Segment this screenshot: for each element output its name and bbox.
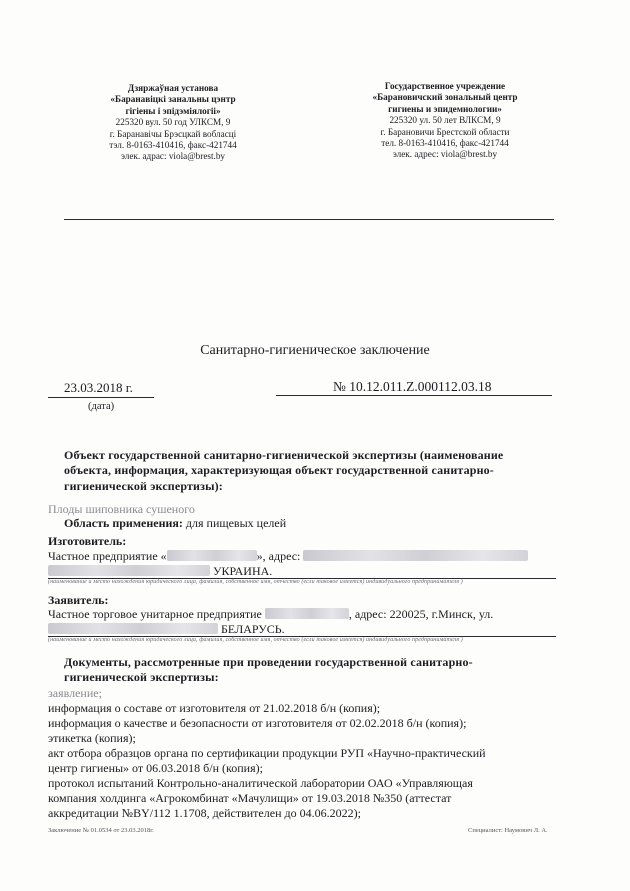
scope-label: Область применения: — [64, 516, 183, 530]
redacted-block — [167, 550, 257, 561]
document-number: № 10.12.011.Z.000112.03.18 — [333, 379, 492, 394]
manufacturer-caption: (наименование и место нахождения юридического лица, фамилия, собственное имя, отчество (если таковое имеется) индивидуального предпринимателя ) — [48, 579, 463, 585]
object-scope — [64, 516, 286, 531]
header-right-line: 225320 ул. 50 лет ВЛКСМ, 9 — [389, 115, 501, 126]
header-right-line: г. Барановичи Брестской области — [380, 126, 510, 137]
footer-right: Специалист: Наумович Л. А. — [468, 827, 548, 834]
applicant-label: Заявитель: — [48, 593, 109, 607]
header-right-line: Государственное учреждение — [384, 81, 506, 91]
header-right-line: «Барановичский зональный центр — [372, 92, 518, 103]
applicant-line-1 — [48, 607, 493, 622]
object-heading-line: Объект государственной санитарно-гигиенической экспертизы (наименование — [64, 448, 504, 462]
list-item: аккредитации №BY/112 1.1708, действителен до 04.06.2022); — [48, 806, 361, 820]
date-caption: (дата) — [88, 401, 115, 412]
document-title: Санитарно-гигиеническое заключение — [200, 343, 430, 358]
object-heading — [64, 448, 564, 494]
header-left — [78, 83, 268, 163]
documents-list — [48, 686, 563, 821]
header-right-line: тел. 8-0163-410416, факс-421744 — [381, 138, 509, 149]
object-heading-line: объекта, информация, характеризующая объект государственной санитарно- — [64, 463, 494, 478]
list-item: акт отбора образцов органа по сертификации продукции РУП «Научно-практический — [48, 746, 486, 760]
manufacturer-line-2 — [48, 564, 272, 579]
manufacturer-label: Изготовитель: — [48, 534, 127, 548]
header-left-line: тэл. 8-0163-410416, факс-421744 — [109, 140, 237, 151]
list-item: протокол испытаний Контрольно-аналитической лаборатории ОАО «Управляющая — [48, 776, 473, 790]
list-item: заявление; — [48, 686, 102, 700]
applicant-caption: (наименование и место нахождения юридического лица, фамилия, собственное имя, отчество (если таковое имеется) индивидуального предпринимателя ) — [48, 637, 463, 643]
footer-left: Заключение № 01.0534 от 23.03.2018г. — [48, 827, 154, 834]
header-left-line: 225320 вул. 50 год УЛКСМ, 9 — [115, 117, 231, 128]
list-item: центр гигиены» от 06.03.2018 б/н (копия); — [48, 761, 263, 775]
number-underline — [276, 395, 552, 396]
documents-heading-line: Документы, рассмотренные при проведении государственной санитарно- — [64, 655, 473, 669]
applicant-address: , адрес: 220025, г.Минск, ул. — [348, 607, 494, 621]
redacted-block — [48, 565, 210, 576]
header-left-line: гігіены і эпідэміялогіі» — [125, 105, 221, 116]
scope-value: для пищевых целей — [185, 516, 287, 530]
header-right — [355, 81, 535, 161]
header-right-line: элек. адрес: viola@brest.by — [392, 149, 498, 160]
list-item: компания холдинга «Агрокомбинат «Мачулищи» от 19.03.2018 №350 (аттестат — [48, 791, 452, 805]
header-left-line: Дзяржаўная установа — [127, 83, 219, 93]
manufacturer-country: УКРАИНА. — [213, 564, 273, 578]
header-left-line: г. Баранавічы Брэсцкай вобласці — [109, 128, 237, 139]
manufacturer-address-label: », адрес: — [256, 549, 301, 563]
object-heading-line: гигиенической экспертизы): — [64, 478, 223, 493]
header-left-line: «Баранавіцкі занальны цэнтр — [110, 94, 236, 105]
documents-heading-line: гигиенической экспертизы: — [64, 670, 219, 685]
header-left-line: элек. адрас: viola@brest.by — [120, 151, 226, 162]
header-right-line: гигиены и эпидемиологии» — [388, 103, 502, 114]
object-name: Плоды шиповника сушеного — [48, 502, 195, 516]
applicant-name-prefix: Частное торговое унитарное предприятие — [48, 607, 262, 621]
list-item: информация о качестве и безопасности от изготовителя от 02.02.2018 б/н (копия); — [48, 716, 467, 730]
header-divider — [64, 219, 554, 220]
manufacturer-line-1 — [48, 549, 528, 564]
redacted-block — [48, 623, 218, 634]
applicant-line-2 — [48, 622, 285, 637]
date-underline — [48, 397, 154, 398]
applicant-country: БЕЛАРУСЬ. — [221, 622, 285, 636]
list-item: информация о составе от изготовителя от 21.02.2018 б/н (копия); — [48, 701, 381, 715]
redacted-block — [303, 550, 528, 561]
documents-heading — [64, 655, 564, 686]
manufacturer-name-prefix: Частное предприятие « — [48, 549, 167, 563]
document-date: 23.03.2018 г. — [64, 380, 133, 395]
redacted-block — [265, 608, 349, 619]
list-item: этикетка (копия); — [48, 731, 136, 745]
